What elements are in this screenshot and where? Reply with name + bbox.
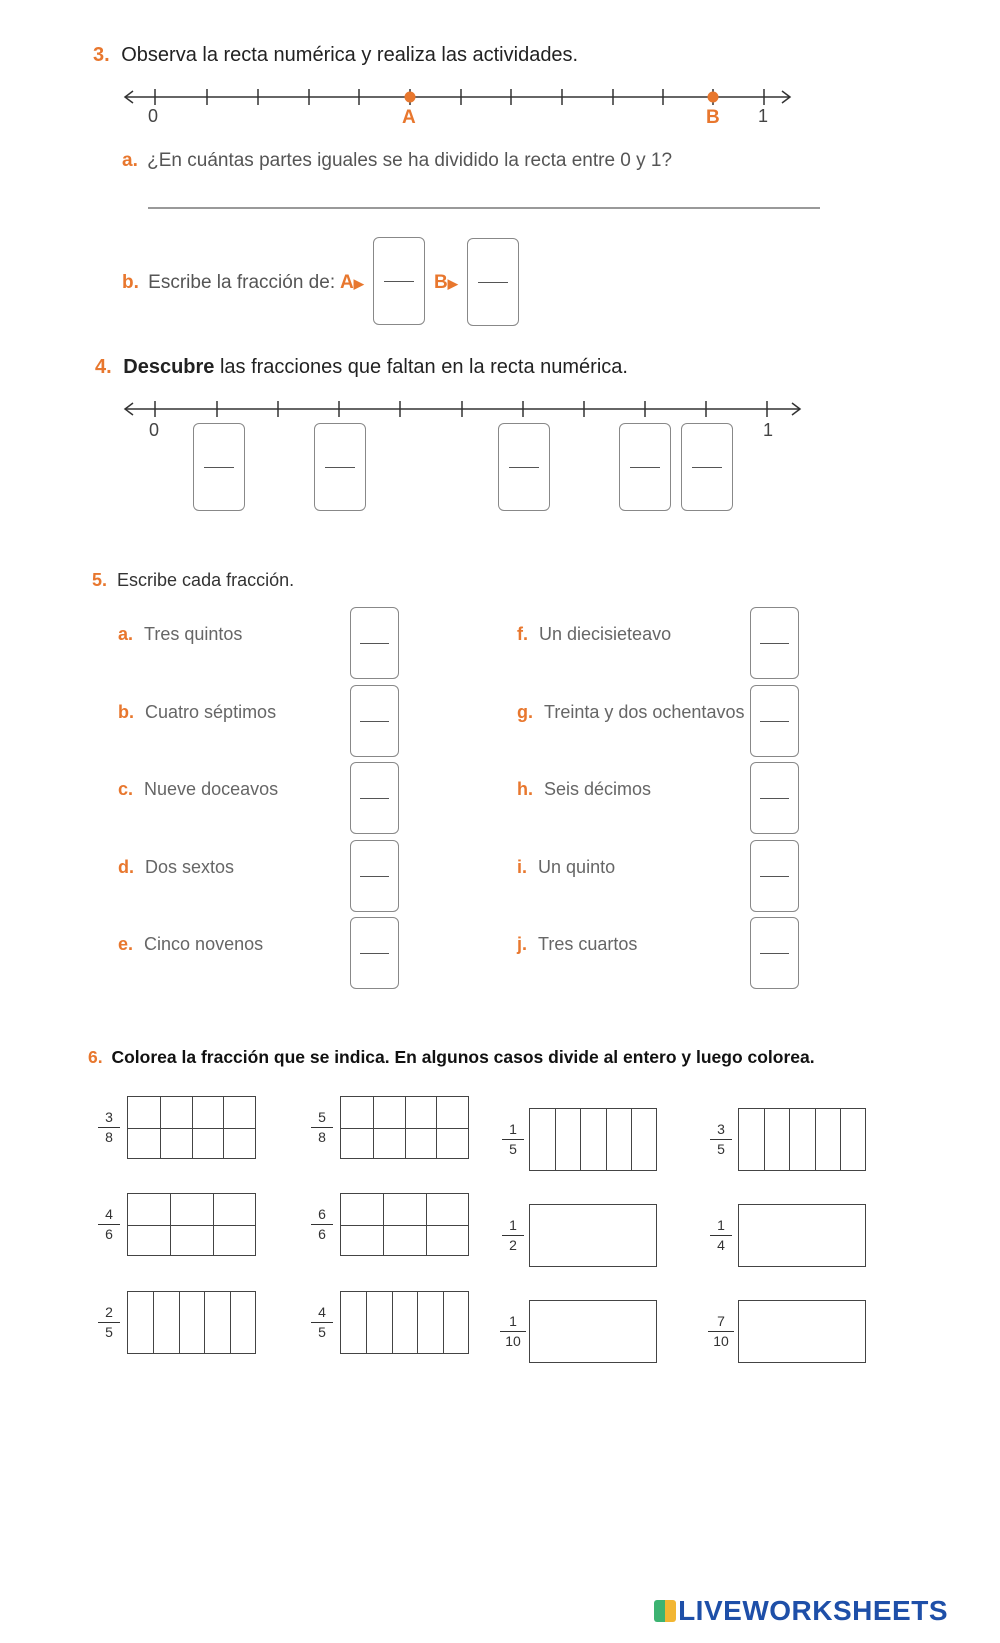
q3b-answer-b[interactable] [467,238,519,326]
q4-answer-box[interactable] [681,423,733,511]
fraction-label: 4 6 [98,1206,120,1243]
q4-answer-box[interactable] [498,423,550,511]
q6-number: 6. [88,1047,103,1067]
q5-item-text: Tres quintos [144,624,243,644]
q3b-label: b. [122,272,139,293]
q4-answer-box[interactable] [193,423,245,511]
q5-item-text: Tres cuartos [538,934,638,954]
q6-title: Colorea la fracción que se indica. En algunos casos divide al entero y luego colorea. [111,1047,815,1067]
fraction-grid-1-2[interactable] [529,1204,657,1267]
q5-item-label: f. [517,624,528,644]
fraction-label: 3 8 [98,1109,120,1146]
q3-label-zero: 0 [148,106,159,126]
fraction-grid-4-6[interactable] [127,1193,256,1256]
fraction-label: 1 10 [500,1313,526,1350]
q5-item-label: j. [517,934,528,954]
q4-title-bold: Descubre [123,356,215,378]
logo-icon [654,1600,676,1622]
q4-title-rest: las fracciones que faltan en la recta numérica. [214,356,628,378]
q3a-answer-line[interactable] [148,207,820,209]
q5-item-text: Cinco novenos [144,934,264,954]
q5-item-text: Un diecisieteavo [539,624,672,644]
q5-item-e [118,934,263,955]
q3-label-one: 1 [758,106,769,126]
fraction-grid-5-8[interactable] [340,1096,469,1159]
point-b-marker [708,92,719,103]
q3a-text: ¿En cuántas partes iguales se ha dividido la recta entre 0 y 1? [147,150,673,171]
q5-heading [92,570,294,591]
fraction-grid-2-5[interactable] [127,1291,256,1354]
q3-heading [93,44,578,67]
q5-item-label: e. [118,934,134,954]
q6-heading [88,1047,815,1068]
q3-title: Observa la recta numérica y realiza las actividades. [121,44,579,66]
q3b-a-label: A [340,272,354,293]
q3b-b-label: B [434,272,448,293]
fraction-grid-1-5[interactable] [529,1108,657,1171]
point-a-marker [405,92,416,103]
q5-answer-d[interactable] [350,840,399,912]
q5-item-text: Cuatro séptimos [145,702,277,722]
q5-item-c [118,779,278,800]
q4-label-one: 1 [763,420,774,440]
q3-number-line [115,80,805,140]
q5-item-label: b. [118,702,134,722]
q5-answer-g[interactable] [750,685,799,757]
fraction-grid-4-5[interactable] [340,1291,469,1354]
q5-item-text: Dos sextos [145,857,235,877]
q5-answer-e[interactable] [350,917,399,989]
fraction-label: 1 2 [502,1217,524,1254]
q3b-b-pointer: B▶ [434,272,458,293]
q5-item-label: a. [118,624,134,644]
q3-number: 3. [93,44,110,66]
q5-item-text: Seis décimos [544,779,652,799]
q5-answer-j[interactable] [750,917,799,989]
q3a-question [122,150,672,172]
fraction-grid-1-10[interactable] [529,1300,657,1363]
q5-item-label: i. [517,857,528,877]
q3-label-b: B [706,107,720,128]
logo-text: LIVEWORKSHEETS [678,1595,948,1626]
q5-item-g [517,702,744,723]
q5-item-a [118,624,242,645]
q5-item-i [517,857,615,878]
q3b-text: Escribe la fracción de: [148,272,336,293]
q3b-question [122,272,335,294]
q5-item-f [517,624,671,645]
q4-heading [95,356,628,379]
fraction-label: 4 5 [311,1304,333,1341]
fraction-grid-6-6[interactable] [340,1193,469,1256]
q5-answer-c[interactable] [350,762,399,834]
q5-answer-h[interactable] [750,762,799,834]
q5-item-label: c. [118,779,134,799]
q5-item-label: d. [118,857,134,877]
fraction-label: 1 4 [710,1217,732,1254]
q5-answer-a[interactable] [350,607,399,679]
q4-answer-box[interactable] [314,423,366,511]
q5-title: Escribe cada fracción. [117,570,295,590]
fraction-grid-1-4[interactable] [738,1204,866,1267]
q5-item-text: Nueve doceavos [144,779,279,799]
q3a-label: a. [122,150,138,171]
q3b-a-pointer: A▶ [340,272,364,293]
fraction-label: 6 6 [311,1206,333,1243]
q3b-answer-a[interactable] [373,237,425,325]
q5-item-d [118,857,234,878]
q5-number: 5. [92,570,108,590]
fraction-grid-7-10[interactable] [738,1300,866,1363]
q5-answer-b[interactable] [350,685,399,757]
fraction-label: 1 5 [502,1121,524,1158]
fraction-grid-3-5[interactable] [738,1108,866,1171]
q5-item-label: g. [517,702,533,722]
fraction-grid-3-8[interactable] [127,1096,256,1159]
fraction-label: 3 5 [710,1121,732,1158]
q4-answer-box[interactable] [619,423,671,511]
q5-item-text: Treinta y dos ochentavos [544,702,745,722]
q3-label-a: A [402,107,416,128]
q4-label-zero: 0 [149,420,160,440]
fraction-label: 2 5 [98,1304,120,1341]
q5-answer-i[interactable] [750,840,799,912]
q5-answer-f[interactable] [750,607,799,679]
q5-item-h [517,779,651,800]
q5-item-j [517,934,637,955]
fraction-label: 5 8 [311,1109,333,1146]
q5-item-b [118,702,276,723]
liveworksheets-logo [654,1595,948,1627]
fraction-label: 7 10 [708,1313,734,1350]
q5-item-label: h. [517,779,533,799]
q4-number: 4. [95,356,112,378]
q5-item-text: Un quinto [538,857,616,877]
